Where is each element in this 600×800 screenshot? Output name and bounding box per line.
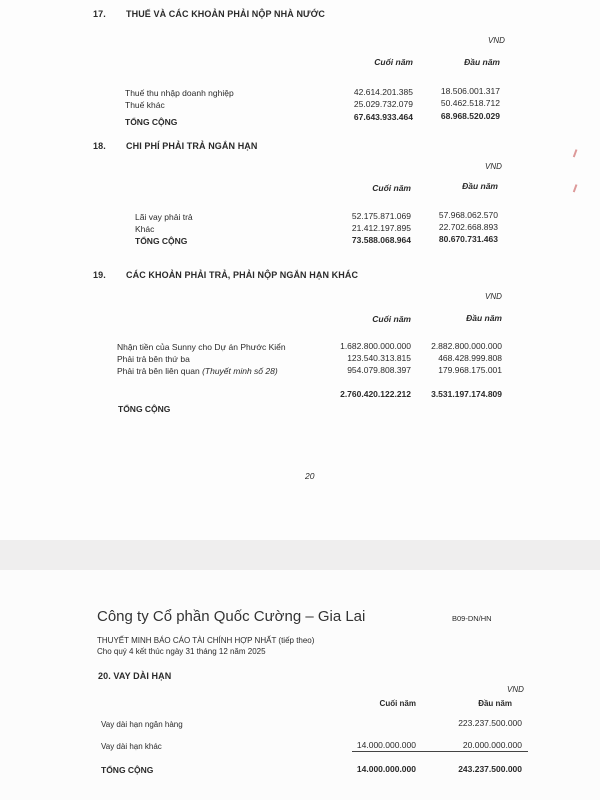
value-start: 468.428.999.808 xyxy=(438,353,502,363)
value-end: 25.029.732.079 xyxy=(353,99,413,109)
total-end: 14.000.000.000 xyxy=(356,764,416,774)
value-end: 14.000.000.000 xyxy=(356,740,416,750)
total-end: 67.643.933.464 xyxy=(353,112,413,122)
row-label: Nhận tiền của Sunny cho Dự án Phước Kiển xyxy=(117,342,286,352)
report-period: Cho quý 4 kết thúc ngày 31 tháng 12 năm 2025 xyxy=(97,647,266,656)
row-label: Thuế thu nhập doanh nghiệp xyxy=(125,88,234,98)
value-end: 42.614.201.385 xyxy=(353,87,413,97)
value-start: 18.506.001.317 xyxy=(440,86,500,96)
section-number: 19. xyxy=(93,270,106,280)
value-start: 2.882.800.000.000 xyxy=(431,341,502,351)
value-end: 1.682.800.000.000 xyxy=(340,341,411,351)
total-start: 243.237.500.000 xyxy=(458,764,522,774)
subtotal-rule xyxy=(352,751,528,752)
value-end: 954.079.808.397 xyxy=(347,365,411,375)
section-title: THUẾ VÀ CÁC KHOẢN PHẢI NỘP NHÀ NƯỚC xyxy=(126,9,325,19)
value-start: 57.968.062.570 xyxy=(438,210,498,220)
total-end: 73.588.068.964 xyxy=(351,235,411,245)
total-label: TỔNG CỘNG xyxy=(135,236,188,246)
row-label: Vay dài hạn khác xyxy=(101,742,162,751)
value-start: 179.968.175.001 xyxy=(438,365,502,375)
value-start: 22.702.668.893 xyxy=(438,222,498,232)
page-break xyxy=(0,540,600,570)
total-end: 2.760.420.122.212 xyxy=(340,389,411,399)
total-start: 3.531.197.174.809 xyxy=(431,389,502,399)
row-label: Khác xyxy=(135,224,155,234)
currency-label: VND xyxy=(485,162,502,171)
currency-label: VND xyxy=(507,685,524,694)
section-title: CHI PHÍ PHẢI TRẢ NGẮN HẠN xyxy=(126,141,258,151)
row-label: Lãi vay phải trả xyxy=(135,212,193,222)
col-header-start: Đầu năm xyxy=(462,181,498,191)
form-code: B09-DN/HN xyxy=(452,614,492,623)
col-header-start: Đầu năm xyxy=(466,313,502,323)
section-number: 18. xyxy=(93,141,106,151)
total-start: 80.670.731.463 xyxy=(438,234,498,244)
row-label: Phải trả bên thứ ba xyxy=(117,354,190,364)
col-header-end: Cuối năm xyxy=(372,183,411,193)
currency-label: VND xyxy=(488,36,505,45)
value-end: 123.540.313.815 xyxy=(347,353,411,363)
value-start: 50.462.518.712 xyxy=(440,98,500,108)
value-end: 21.412.197.895 xyxy=(351,223,411,233)
total-label: TỔNG CỘNG xyxy=(101,765,154,775)
value-end: 52.175.871.069 xyxy=(351,211,411,221)
total-label: TỔNG CỘNG xyxy=(125,117,178,127)
col-header-end: Cuối năm xyxy=(372,314,411,324)
total-start: 68.968.520.029 xyxy=(440,111,500,121)
company-name: Công ty Cổ phần Quốc Cường – Gia Lai xyxy=(97,608,366,625)
section-title: CÁC KHOẢN PHẢI TRẢ, PHẢI NỘP NGẮN HẠN KHÁC xyxy=(126,270,359,280)
section-title: 20. VAY DÀI HẠN xyxy=(98,671,172,681)
page-number: 20 xyxy=(305,471,315,481)
col-header-end: Cuối năm xyxy=(379,699,416,708)
row-label: Vay dài hạn ngân hàng xyxy=(101,720,183,729)
col-header-start: Đầu năm xyxy=(464,57,500,67)
currency-label: VND xyxy=(485,292,502,301)
total-label: TỔNG CỘNG xyxy=(118,404,171,414)
row-note: (Thuyết minh số 28) xyxy=(202,366,278,376)
report-subtitle: THUYẾT MINH BÁO CÁO TÀI CHÍNH HỢP NHẤT (tiếp theo) xyxy=(97,636,315,645)
value-start: 223.237.500.000 xyxy=(458,718,522,728)
col-header-start: Đầu năm xyxy=(478,699,512,708)
row-label-text: Phải trả bên liên quan xyxy=(117,366,200,376)
section-number: 17. xyxy=(93,9,106,19)
row-label: Thuế khác xyxy=(125,100,165,110)
value-start: 20.000.000.000 xyxy=(462,740,522,750)
row-label xyxy=(117,366,278,376)
col-header-end: Cuối năm xyxy=(374,57,413,67)
